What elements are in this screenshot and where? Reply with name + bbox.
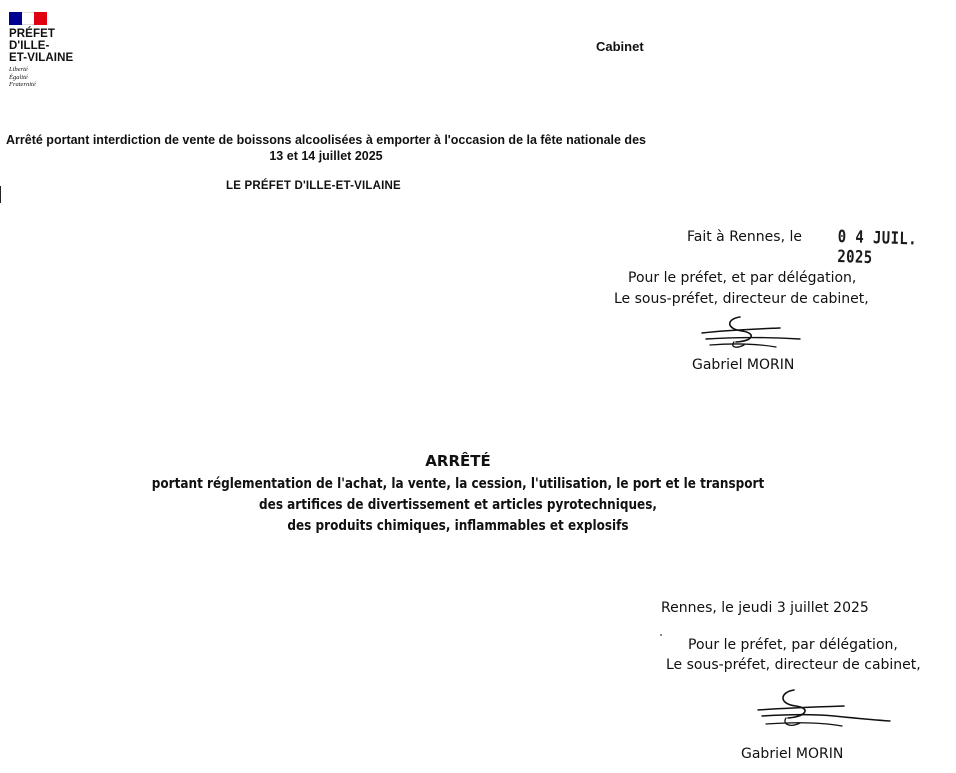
- decree-2-signer-title: Le sous-préfet, directeur de cabinet,: [666, 657, 921, 673]
- handwritten-signature-2: [754, 688, 894, 732]
- decree-1-place: Fait à Rennes, le: [687, 229, 802, 245]
- service-name: Cabinet: [596, 39, 644, 54]
- handwritten-signature-1: [696, 311, 806, 355]
- decree-2-title-line-2: des artifices de divertissement et articles pyrotechniques,: [259, 497, 657, 513]
- decree-1-authority: LE PRÉFET D'ILLE-ET-VILAINE: [226, 180, 401, 192]
- decree-1-signer-title: Le sous-préfet, directeur de cabinet,: [614, 291, 869, 307]
- prefecture-name: PRÉFET D'ILLE- ET-VILAINE: [9, 28, 74, 64]
- decree-2-title-line-3: des produits chimiques, inflammables et explosifs: [287, 518, 629, 534]
- flag-blue-band: [9, 12, 22, 25]
- scan-speck: [660, 634, 662, 636]
- republic-motto: Liberté Égalité Fraternité: [9, 66, 36, 88]
- decree-2-heading: ARRÊTÉ: [425, 452, 491, 470]
- decree-2-delegation-line: Pour le préfet, par délégation,: [688, 637, 898, 653]
- french-flag-icon: [9, 12, 47, 25]
- decree-2-signer-name: Gabriel MORIN: [741, 746, 844, 762]
- decree-1-date-stamp: 0 4 JUIL. 2025: [837, 227, 918, 269]
- decree-1-title: Arrêté portant interdiction de vente de boissons alcoolisées à emporter à l'occasion de la fête nationale des 13 et 14 juillet 2025: [6, 133, 646, 163]
- flag-red-band: [34, 12, 47, 25]
- decree-2-place-date: Rennes, le jeudi 3 juillet 2025: [661, 600, 869, 616]
- flag-white-band: [22, 12, 35, 25]
- margin-mark: [0, 186, 1, 203]
- decree-1-delegation-line: Pour le préfet, et par délégation,: [628, 270, 857, 286]
- decree-1-signer-name: Gabriel MORIN: [692, 357, 795, 373]
- decree-2-title-line-1: portant réglementation de l'achat, la vente, la cession, l'utilisation, le port et le transport: [151, 476, 765, 492]
- decree-2-title: [64, 474, 852, 537]
